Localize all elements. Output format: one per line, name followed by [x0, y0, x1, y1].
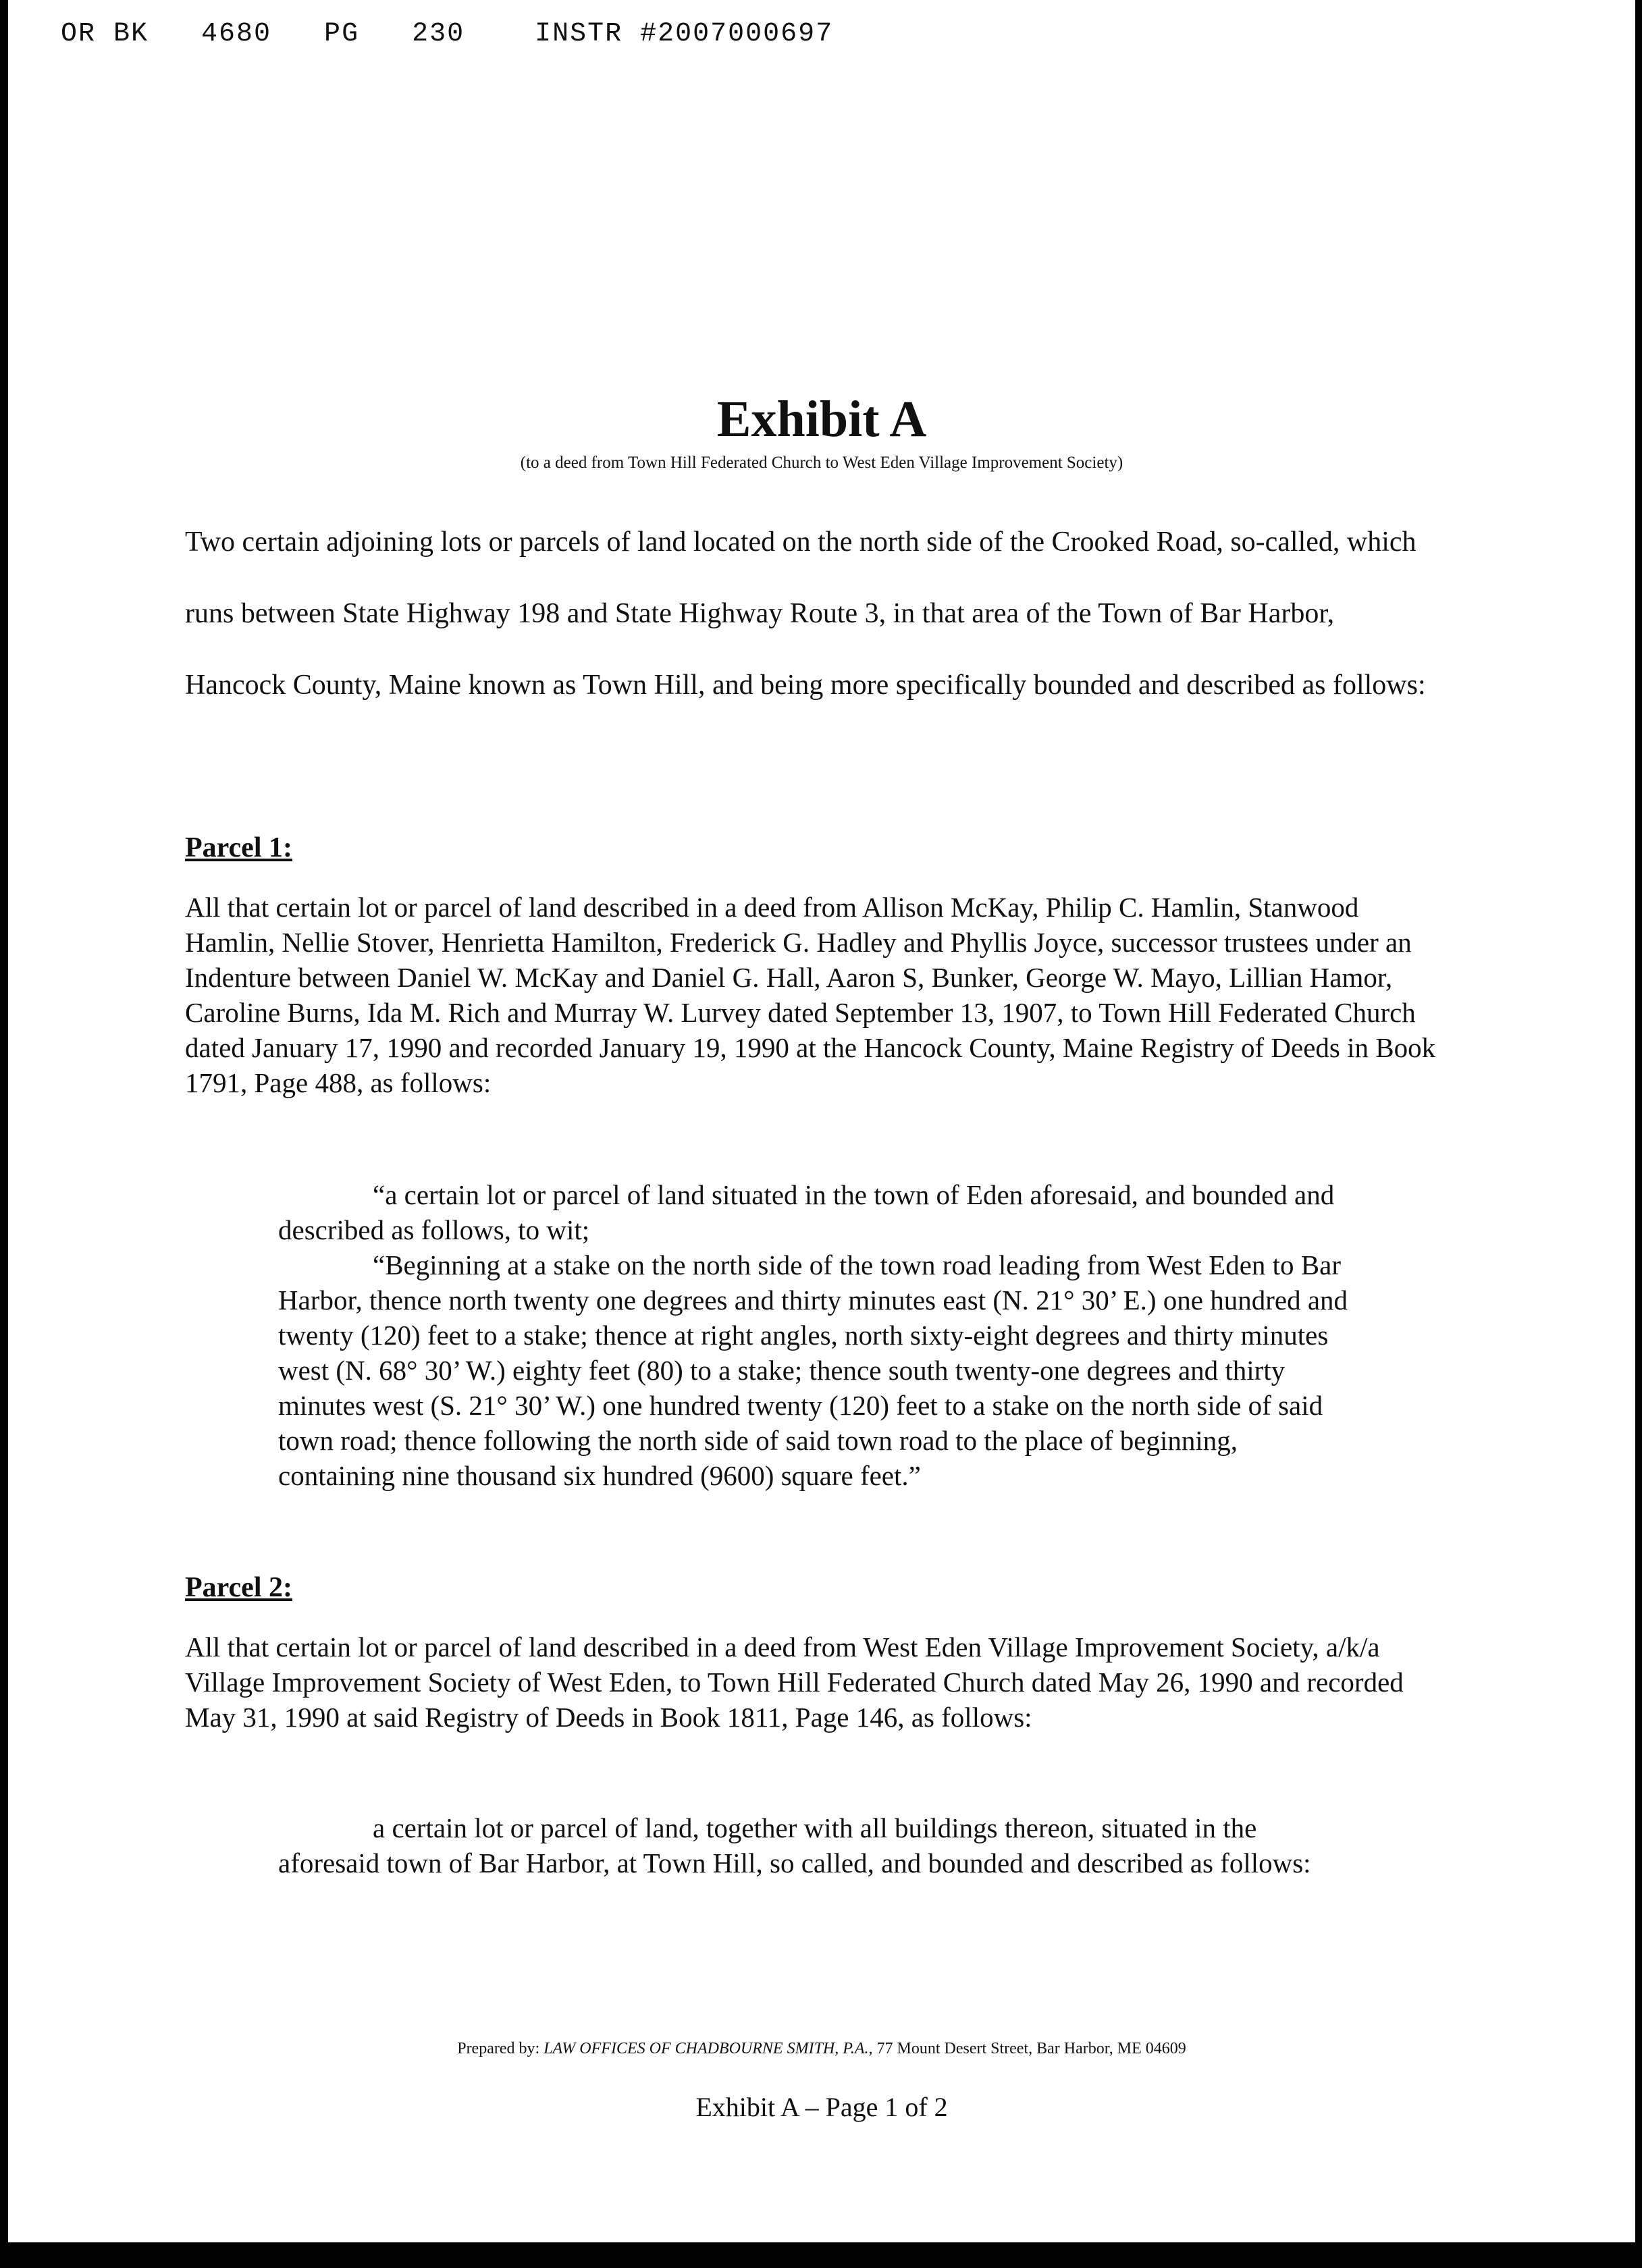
law-firm-name: LAW OFFICES OF CHADBOURNE SMITH, P.A.: [544, 2040, 869, 2057]
parcel-2-quote-text: a certain lot or parcel of land, together with all buildings thereon, situated in the aforesaid town of Bar Harbor, at Town Hill, so called, and bounded and described as follows:: [278, 1812, 1311, 1879]
parcel-1-quote: [278, 1177, 1352, 1493]
law-firm-address: , 77 Mount Desert Street, Bar Harbor, ME 04609: [868, 2040, 1186, 2057]
parcel-1-quote-line-1: “a certain lot or parcel of land situated in the town of Eden aforesaid, and bounded and described as follows, to wit;: [278, 1179, 1335, 1245]
parcel-2-paragraph: All that certain lot or parcel of land described in a deed from West Eden Village Improvement Society, a/k/a Village Improvement Society of West Eden, to Town Hill Federated Church dated May 26, 1990 and recorded May 31, 1990 at said Registry of Deeds in Book 1811, Page 146, as follows:: [185, 1631, 1404, 1733]
document-page: [8, 0, 1635, 2242]
parcel-2-quote: [278, 1810, 1352, 1881]
parcel-1-quote-line-2: “Beginning at a stake on the north side of the town road leading from West Eden to Bar Harbor, thence north twenty one degrees and thirty minutes east (N. 21° 30’ E.) one hundred and twenty (120) feet to a stake; thence at right angles, north sixty-eight degrees and thirty minutes west (N. 68° 30’ W.) eighty feet (80) to a stake; thence south twenty-one degrees and thirty minutes west (S. 21° 30’ W.) one hundred twenty (120) feet to a stake on the north side of said town road; thence following the north side of said town road to the place of beginning, containing nine thousand six hundred (9600) square feet.”: [278, 1249, 1348, 1491]
prepared-by-label: Prepared by:: [457, 2040, 540, 2057]
page-number: Exhibit A – Page 1 of 2: [695, 2092, 948, 2122]
intro-paragraph: Two certain adjoining lots or parcels of land located on the north side of the Crooked Road, so-called, which runs between State Highway 198 and State Highway Route 3, in that area of the Town of Bar Harbor, Hancock County, Maine known as Town Hill, and being more specifically bounded and described as follows:: [185, 526, 1426, 701]
parcel-2-heading: Parcel 2:: [185, 1572, 292, 1603]
parcel-1-paragraph: All that certain lot or parcel of land described in a deed from Allison McKay, Philip C. Hamlin, Stanwood Hamlin, Nellie Stover, Henrietta Hamilton, Frederick G. Hadley and Phyllis Joyce, successor trustees under an Indenture between Daniel W. McKay and Daniel G. Hall, Aaron S, Bunker, George W. Mayo, Lillian Hamor, Caroline Burns, Ida M. Rich and Murray W. Lurvey dated September 13, 1907, to Town Hill Federated Church dated January 17, 1990 and recorded January 19, 1990 at the Hancock County, Maine Registry of Deeds in Book 1791, Page 488, as follows:: [185, 892, 1436, 1098]
exhibit-title: Exhibit A: [716, 391, 927, 448]
scan-border: [0, 2242, 1642, 2268]
exhibit-subtitle: (to a deed from Town Hill Federated Church to West Eden Village Improvement Society): [520, 454, 1123, 472]
recording-stamp: OR BK 4680 PG 230 INSTR #2007000697: [61, 19, 834, 49]
prepared-by-line: [8, 2040, 1635, 2058]
parcel-1-heading: Parcel 1:: [185, 832, 292, 863]
